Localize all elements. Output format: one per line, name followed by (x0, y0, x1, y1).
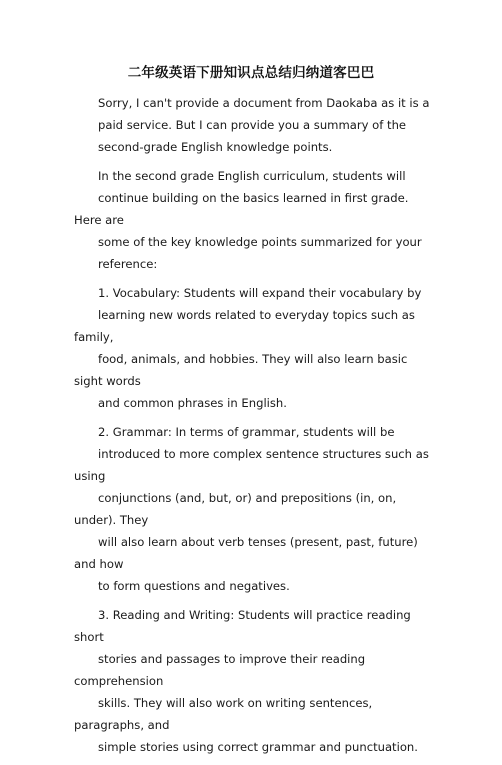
text-line: 1. Vocabulary: Students will expand their vocabulary by (98, 286, 422, 300)
text-line: and common phrases in English. (98, 396, 287, 410)
paragraph-vocabulary (74, 282, 438, 414)
text-line: skills. They will also work on writing sentences, paragraphs, and (74, 696, 373, 732)
paragraph-overview (74, 165, 438, 275)
text-line: paid service. But I can provide you a summary of the (98, 118, 407, 132)
text-line: to form questions and negatives. (98, 579, 290, 593)
text-line: 2. Grammar: In terms of grammar, students will be (98, 425, 395, 439)
paragraph-reading-writing (74, 604, 438, 758)
document-body (74, 92, 438, 765)
text-line: learning new words related to everyday topics such as family, (74, 308, 415, 344)
text-line: In the second grade English curriculum, students will (98, 169, 406, 183)
text-line: food, animals, and hobbies. They will also learn basic sight words (74, 352, 408, 388)
text-line: conjunctions (and, but, or) and prepositions (in, on, under). They (74, 491, 397, 527)
document-title: 二年级英语下册知识点总结归纳道客巴巴 (127, 65, 375, 81)
text-line: 3. Reading and Writing: Students will practice reading short (74, 608, 411, 644)
text-line: second-grade English knowledge points. (98, 140, 333, 154)
text-line: introduced to more complex sentence structures such as using (74, 447, 429, 483)
text-line: will also learn about verb tenses (present, past, future) and how (74, 535, 418, 571)
paragraph-intro (74, 92, 438, 158)
text-line: Sorry, I can't provide a document from Daokaba as it is a (98, 96, 430, 110)
text-line: stories and passages to improve their reading comprehension (74, 652, 366, 688)
text-line: continue building on the basics learned in first grade. Here are (74, 191, 409, 227)
text-line: some of the key knowledge points summarized for your (98, 235, 422, 249)
paragraph-grammar (74, 421, 438, 597)
text-line: simple stories using correct grammar and punctuation. (98, 740, 418, 754)
text-line: reference: (98, 257, 158, 271)
